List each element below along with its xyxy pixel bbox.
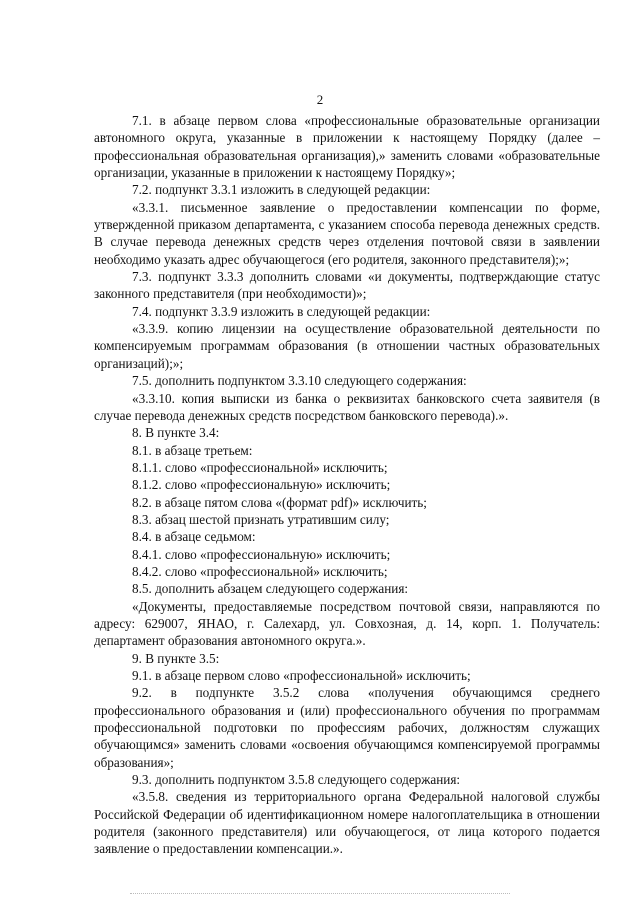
paragraph-7-2: 7.2. подпункт 3.3.1 изложить в следующей редакции: <box>132 182 431 198</box>
scan-edge-divider <box>130 893 510 894</box>
paragraph-7-1: 7.1. в абзаце первом слова «профессиональные образовательные организации автономного округа, указанные в приложении к настоящему Порядку (далее – профессиональная образовательная организация),» заменить словами «образовательные организации, указанные в приложении к настоящему Порядку»; <box>94 113 600 181</box>
paragraph-7-5: 7.5. дополнить подпунктом 3.3.10 следующего содержания: <box>132 373 467 389</box>
paragraph-7-4: 7.4. подпункт 3.3.9 изложить в следующей редакции: <box>132 303 431 319</box>
paragraph-9-2: 9.2. в подпункте 3.5.2 слова «получения обучающимся среднего профессионального образования и (или) профессионального обучения по программам профессиональной подготовки по профессиям рабочих, должностям служащих обучающимся» заменить словами «освоения обучающимся компенсируемой программы образования»; <box>94 685 600 770</box>
paragraph-3-5-8-text: «3.5.8. сведения из территориального органа Федеральной налоговой службы Российской Федерации об идентификационном номере налогоплательщика в отношении родителя (законного представителя) или обучающегося, от лица которого подается заявление о предоставлении компенсации.». <box>94 789 600 857</box>
paragraph-8-1-2: 8.1.2. слово «профессиональную» исключить; <box>132 477 391 493</box>
document-body <box>94 112 600 858</box>
paragraph-8-5: 8.5. дополнить абзацем следующего содержания: <box>132 581 409 597</box>
paragraph-8-3: 8.3. абзац шестой признать утратившим силу; <box>132 511 390 527</box>
paragraph-8-4: 8.4. в абзаце седьмом: <box>132 529 256 545</box>
paragraph-7-3: 7.3. подпункт 3.3.3 дополнить словами «и документы, подтверждающие статус законного представителя (при необходимости)»; <box>94 269 600 302</box>
paragraph-3-3-1-text: «3.3.1. письменное заявление о предоставлении компенсации по форме, утвержденной приказом департамента, с указанием способа перевода денежных средств. В случае перевода денежных средств через отделения почтовой связи в заявлении необходимо указать адрес обучающегося (его родителя, законного представителя);»; <box>94 199 600 267</box>
paragraph-8-4-2: 8.4.2. слово «профессиональной» исключить; <box>132 563 388 579</box>
paragraph-8-2: 8.2. в абзаце пятом слова «(формат pdf)» исключить; <box>132 494 427 510</box>
paragraph-9-3: 9.3. дополнить подпунктом 3.5.8 следующего содержания: <box>132 772 461 788</box>
paragraph-9: 9. В пункте 3.5: <box>132 650 220 666</box>
paragraph-3-3-10-text: «3.3.10. копия выписки из банка о реквизитах банковского счета заявителя (в случае перевода денежных средств посредством банковского перевода).». <box>94 390 600 423</box>
page-number: 2 <box>316 92 324 107</box>
paragraph-8: 8. В пункте 3.4: <box>132 425 220 441</box>
paragraph-8-1-1: 8.1.1. слово «профессиональной» исключить; <box>132 459 388 475</box>
paragraph-8-1: 8.1. в абзаце третьем: <box>132 442 253 458</box>
paragraph-3-3-9-text: «3.3.9. копию лицензии на осуществление образовательной деятельности по компенсируемым программам образования (в отношении частных образовательных организаций);»; <box>94 321 600 371</box>
paragraph-9-1: 9.1. в абзаце первом слово «профессиональной» исключить; <box>132 668 471 683</box>
paragraph-8-4-1: 8.4.1. слово «профессиональную» исключить; <box>132 546 391 562</box>
paragraph-8-5-text: «Документы, предоставляемые посредством почтовой связи, направляются по адресу: 629007, ЯНАО, г. Салехард, ул. Совхозная, д. 14, корп. 1. Получатель: департамент образования автономного округа.». <box>94 598 600 649</box>
